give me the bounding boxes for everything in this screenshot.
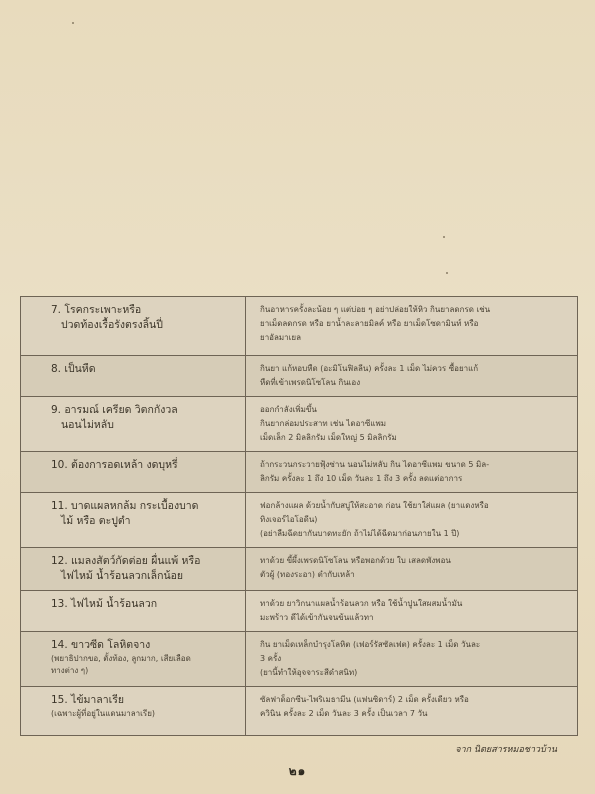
treatment-text: ยาอัลมาเยล xyxy=(260,333,301,342)
condition-text: 9. อารมณ์ เครียด วิตกกังวล xyxy=(51,404,178,416)
condition-note: ทางต่าง ๆ) xyxy=(51,666,89,675)
treatment-text: ตัวผู้ (ทองระอา) ตำกับเหล้า xyxy=(260,570,355,579)
condition-cell xyxy=(21,632,246,686)
treatment-text: ทาด้วย ขี้ผึ้งเพรดนิโซโลน หรือพอกด้วย ใบ เสลดพังพอน xyxy=(260,556,451,565)
treatment-cell xyxy=(246,356,577,396)
table-row xyxy=(21,397,577,452)
paper-speck xyxy=(443,236,445,238)
condition-cell xyxy=(21,297,246,355)
table-row xyxy=(21,632,577,687)
table-row xyxy=(21,591,577,632)
condition-text: 7. โรคกระเพาะหรือ xyxy=(51,304,142,316)
treatment-cell xyxy=(246,452,577,492)
source-credit: จาก นิตยสารหมอชาวบ้าน xyxy=(455,745,557,755)
condition-cell xyxy=(21,591,246,631)
condition-text: 10. ต้องการอดเหล้า งดบุหรี่ xyxy=(51,459,178,471)
table-row xyxy=(21,493,577,548)
condition-text: 15. ไข้มาลาเรีย xyxy=(51,694,125,706)
treatment-cell xyxy=(246,548,577,590)
treatment-cell xyxy=(246,397,577,451)
treatment-cell xyxy=(246,297,577,355)
treatment-text: ลิกรัม ครั้งละ 1 ถึง 10 เม็ด วันละ 1 ถึง 3 ครั้ง ลดแต่อาการ xyxy=(260,474,463,483)
treatment-text: ยาเม็ดลดกรด หรือ ยาน้ำละลายมิลค์ หรือ ยาเม็ดโซดามินท์ หรือ xyxy=(260,319,479,328)
treatment-text: ออกกำลังเพิ่มขึ้น xyxy=(260,405,317,414)
treatment-cell xyxy=(246,493,577,547)
treatment-text: หืดที่เข้าเพรดนิโซโลน กินเอง xyxy=(260,378,361,387)
treatment-text: (อย่าลืมฉีดยากันบาดทะยัก ถ้าไม่ได้ฉีดมาก่อนภายใน 1 ปี) xyxy=(260,529,460,538)
treatment-text: ทิงเจอร์ไอโอดีน) xyxy=(260,515,318,524)
condition-text: 8. เป็นหืด xyxy=(51,363,96,375)
treatment-cell xyxy=(246,687,577,735)
condition-text: 14. ขาวซีด โลหิตจาง xyxy=(51,639,151,651)
treatment-text: กินยากล่อมประสาท เช่น ไดอาซีแพม xyxy=(260,419,387,428)
condition-cell xyxy=(21,493,246,547)
treatment-cell xyxy=(246,632,577,686)
table-row xyxy=(21,687,577,735)
condition-note: (เฉพาะผู้ที่อยู่ในแดนมาลาเรีย) xyxy=(51,709,156,718)
table-row xyxy=(21,297,577,356)
condition-text: ไม้ หรือ ตะปูตำ xyxy=(61,515,131,527)
condition-cell xyxy=(21,687,246,735)
table-row xyxy=(21,452,577,493)
treatment-text: ฟอกล้างแผล ด้วยน้ำกับสบู่ให้สะอาด ก่อน ใช้ยาใส่แผล (ยาแดงหรือ xyxy=(260,501,489,510)
treatment-text: ถ้ากระวนกระวายฟุ้งซ่าน นอนไม่หลับ กิน ไดอาซีแพม ขนาด 5 มิล- xyxy=(260,460,490,469)
treatment-cell xyxy=(246,591,577,631)
condition-text: 12. แมลงสัตว์กัดต่อย ผื่นแพ้ หรือ xyxy=(51,555,201,567)
treatment-text: ซัลฟาด็อกซีน-ไพริเมธามีน (แฟนซิดาร์) 2 เม็ด ครั้งเดียว หรือ xyxy=(260,695,469,704)
table-row xyxy=(21,356,577,397)
remedy-table xyxy=(20,296,578,736)
condition-cell xyxy=(21,548,246,590)
condition-text: 11. บาดแผลหกล้ม กระเบื้องบาด xyxy=(51,500,199,512)
paper-speck xyxy=(72,22,74,24)
table-row xyxy=(21,548,577,591)
treatment-text: มะพร้าว ดีได้เข้ากันจนข้นแล้วทา xyxy=(260,613,374,622)
treatment-text: เม็ดเล็ก 2 มิลลิกรัม เม็ดใหญ่ 5 มิลลิกรัม xyxy=(260,433,397,442)
page-number: ๒๑ xyxy=(288,764,307,778)
condition-text: 13. ไฟไหม้ น้ำร้อนลวก xyxy=(51,598,158,610)
treatment-text: 3 ครั้ง xyxy=(260,654,282,663)
treatment-text: กิน ยาเม็ดเหล็กบำรุงโลหิต (เฟอร์รัสซัลเฟต) ครั้งละ 1 เม็ด วันละ xyxy=(260,640,481,649)
condition-text: นอนไม่หลับ xyxy=(61,419,114,431)
condition-text: ไฟไหม้ น้ำร้อนลวกเล็กน้อย xyxy=(61,570,184,582)
treatment-text: กินยา แก้หอบหืด (อะมิโนฟิลลีน) ครั้งละ 1 เม็ด ไม่ควร ซื้อยาแก้ xyxy=(260,364,479,373)
condition-cell xyxy=(21,356,246,396)
condition-cell xyxy=(21,452,246,492)
condition-cell xyxy=(21,397,246,451)
treatment-text: กินอาหารครั้งละน้อย ๆ แต่บ่อย ๆ อย่าปล่อยให้หิว กินยาลดกรด เช่น xyxy=(260,305,491,314)
paper-speck xyxy=(446,272,448,274)
treatment-text: ควินิน ครั้งละ 2 เม็ด วันละ 3 ครั้ง เป็นเวลา 7 วัน xyxy=(260,709,428,718)
treatment-text: ทาด้วย ยาวิกนาแผลน้ำร้อนลวก หรือ ใช้น้ำปูนใสผสมน้ำมัน xyxy=(260,599,463,608)
condition-note: (พยาธิปากขอ, ตั้งท้อง, ลูกมาก, เสียเลือด xyxy=(51,654,191,663)
treatment-text: (ยานี้ทำให้อุจจาระสีดำสนิท) xyxy=(260,668,358,677)
condition-text: ปวดท้องเรื้อรังตรงลิ้นปี่ xyxy=(61,319,163,331)
